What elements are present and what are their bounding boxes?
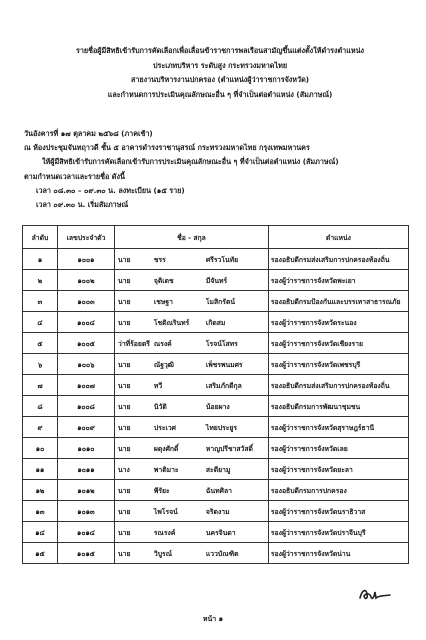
row-position: รองผู้ว่าราชการจังหวัดเชียงราย bbox=[268, 333, 408, 354]
row-last-name: จริตงาม bbox=[204, 501, 269, 522]
row-last-name: ศรีรวโนทัย bbox=[204, 249, 269, 270]
row-last-name: มีจันทร์ bbox=[204, 270, 269, 291]
table-row bbox=[23, 417, 409, 438]
row-title: นาย bbox=[115, 438, 152, 459]
row-position: รองผู้ว่าราชการจังหวัดพะเยา bbox=[268, 270, 408, 291]
row-title: นาย bbox=[115, 543, 152, 564]
schedule-line: ตามกำหนดเวลาและรายชื่อ ดังนี้ bbox=[24, 171, 125, 181]
row-number: ๘ bbox=[23, 396, 58, 417]
row-position: รองผู้ว่าราชการจังหวัดระนอง bbox=[268, 312, 408, 333]
row-title: นาย bbox=[115, 522, 152, 543]
table-row bbox=[23, 375, 409, 396]
header-id: เลขประจำตัว bbox=[58, 226, 115, 249]
row-last-name: น้อยผาง bbox=[204, 396, 269, 417]
table-row bbox=[23, 501, 409, 522]
row-number: ๑๕ bbox=[23, 543, 58, 564]
row-position: รองผู้ว่าราชการจังหวัดสุราษฎร์ธานี bbox=[268, 417, 408, 438]
row-title: นาย bbox=[115, 396, 152, 417]
row-last-name: โรจน์โสทร bbox=[204, 333, 269, 354]
row-last-name: แววบัณฑิต bbox=[204, 543, 269, 564]
row-id: ๑๐๐๑ bbox=[58, 249, 115, 270]
row-first-name: ผดุงศักดิ์ bbox=[152, 438, 204, 459]
row-position: รองผู้ว่าราชการจังหวัดปราจีนบุรี bbox=[268, 522, 408, 543]
row-last-name: ฉันทศิลา bbox=[204, 480, 269, 501]
header-title-line-1: รายชื่อผู้มีสิทธิเข้ารับการคัดเลือกเพื่อเลื่อนข้าราชการพลเรือนสามัญขึ้นแต่งตั้งให้ดำรงตำแหน่ง bbox=[75, 46, 365, 55]
row-first-name: พีรัยะ bbox=[152, 480, 204, 501]
table-row bbox=[23, 522, 409, 543]
row-position: รองผู้ว่าราชการจังหวัดเลย bbox=[268, 438, 408, 459]
row-first-name: วิบูรณ์ bbox=[152, 543, 204, 564]
row-id: ๑๐๐๗ bbox=[58, 375, 115, 396]
header-name: ชื่อ - สกุล bbox=[115, 226, 269, 249]
row-first-name: ณัฐวุฒิ bbox=[152, 354, 204, 375]
header-title-line-4: และกำหนดการประเมินคุณลักษณะอื่น ๆ ที่จำเป็นต่อตำแหน่ง (สัมภาษณ์) bbox=[107, 89, 333, 99]
row-title: นาย bbox=[115, 375, 152, 396]
row-first-name: โชติณรินทร์ bbox=[152, 312, 204, 333]
table-row bbox=[23, 438, 409, 459]
row-last-name: เกิดสม bbox=[204, 312, 269, 333]
row-first-name: รณรงค์ bbox=[152, 522, 204, 543]
row-last-name: สะดียามู bbox=[204, 459, 269, 480]
row-position: รองอธิบดีกรมป้องกันและบรรเทาสาธารณภัย bbox=[268, 291, 408, 312]
document-header bbox=[40, 44, 400, 102]
row-number: ๑๓ bbox=[23, 501, 58, 522]
page-number: หน้า ๑ bbox=[202, 615, 224, 623]
row-first-name: ไพโรจน์ bbox=[152, 501, 204, 522]
row-id: ๑๐๐๙ bbox=[58, 417, 115, 438]
schedule-info bbox=[24, 127, 404, 212]
venue-line: ณ ห้องประชุมจันทฤาวดี ชั้น ๕ อาคารดำรงราชานุสรณ์ กระทรวงมหาดไทย กรุงเทพมหานคร bbox=[24, 143, 310, 153]
row-last-name: หาญปรีชาสวัสดิ์ bbox=[204, 438, 269, 459]
table-row bbox=[23, 291, 409, 312]
header-position: ตำแหน่ง bbox=[268, 226, 408, 249]
header-title-line-2: ประเภทบริหาร ระดับสูง กระทรวงมหาดไทย bbox=[152, 60, 288, 70]
time-line-registration: เวลา ๐๘.๓๐ – ๐๙.๓๐ น. ลงทะเบียน (๑๕ ราย) bbox=[36, 185, 185, 195]
row-first-name: พาติมาะ bbox=[152, 459, 204, 480]
row-first-name: ทวี bbox=[152, 375, 204, 396]
signature-mark bbox=[356, 584, 396, 604]
table-row bbox=[23, 480, 409, 501]
row-title: นาย bbox=[115, 354, 152, 375]
row-position: รองผู้ว่าราชการจังหวัดน่าน bbox=[268, 543, 408, 564]
row-title: นาย bbox=[115, 249, 152, 270]
row-number: ๙ bbox=[23, 417, 58, 438]
row-last-name: นครจินดา bbox=[204, 522, 269, 543]
header-no: ลำดับ bbox=[23, 226, 58, 249]
row-position: รองอธิบดีกรมการปกครอง bbox=[268, 480, 408, 501]
row-number: ๗ bbox=[23, 375, 58, 396]
row-first-name: นิวัติ bbox=[152, 396, 204, 417]
date-line: วันอังคารที่ ๑๗ ตุลาคม ๒๕๖๘ (ภาคเช้า) bbox=[24, 129, 153, 138]
row-id: ๑๐๐๖ bbox=[58, 354, 115, 375]
instruction-line: ให้ผู้มีสิทธิเข้ารับการคัดเลือกเข้ารับการประเมินคุณลักษณะอื่น ๆ ที่จำเป็นต่อตำแหน่ง (สัมภาษณ์) bbox=[42, 157, 339, 167]
row-last-name: เพ็ชรพนมศร bbox=[204, 354, 269, 375]
table-body bbox=[23, 249, 409, 564]
row-number: ๒ bbox=[23, 270, 58, 291]
row-title: นาง bbox=[115, 459, 152, 480]
row-id: ๑๐๐๔ bbox=[58, 312, 115, 333]
row-position: รองผู้ว่าราชการจังหวัดยะลา bbox=[268, 459, 408, 480]
row-id: ๑๐๑๐ bbox=[58, 438, 115, 459]
row-number: ๑๑ bbox=[23, 459, 58, 480]
row-first-name: ประเวศ bbox=[152, 417, 204, 438]
row-id: ๑๐๑๓ bbox=[58, 501, 115, 522]
row-position: รองผู้ว่าราชการจังหวัดนราธิวาส bbox=[268, 501, 408, 522]
candidate-table bbox=[22, 225, 409, 564]
row-title: ว่าที่ร้อยตรี bbox=[115, 333, 152, 354]
row-id: ๑๐๑๔ bbox=[58, 522, 115, 543]
header-title-line-3: สายงานบริหารงานปกครอง (ตำแหน่งผู้ว่าราชการจังหวัด) bbox=[130, 75, 310, 84]
row-last-name: โมสิกรัตน์ bbox=[204, 291, 269, 312]
row-last-name: เสริมภักดีกุล bbox=[204, 375, 269, 396]
row-title: นาย bbox=[115, 417, 152, 438]
row-last-name: ไทยประยูร bbox=[204, 417, 269, 438]
row-title: นาย bbox=[115, 291, 152, 312]
row-title: นาย bbox=[115, 501, 152, 522]
row-number: ๖ bbox=[23, 354, 58, 375]
row-first-name: ชรร bbox=[152, 249, 204, 270]
row-id: ๑๐๐๓ bbox=[58, 291, 115, 312]
table-row bbox=[23, 459, 409, 480]
row-number: ๕ bbox=[23, 333, 58, 354]
table-header-row bbox=[23, 226, 409, 249]
row-number: ๑๐ bbox=[23, 438, 58, 459]
table-row bbox=[23, 354, 409, 375]
table-row bbox=[23, 249, 409, 270]
row-id: ๑๐๑๒ bbox=[58, 480, 115, 501]
row-id: ๑๐๐๕ bbox=[58, 333, 115, 354]
row-number: ๑๔ bbox=[23, 522, 58, 543]
table-row bbox=[23, 270, 409, 291]
row-id: ๑๐๑๑ bbox=[58, 459, 115, 480]
row-title: นาย bbox=[115, 480, 152, 501]
row-first-name: เชษฐา bbox=[152, 291, 204, 312]
row-position: รองอธิบดีกรมส่งเสริมการปกครองท้องถิ่น bbox=[268, 249, 408, 270]
row-number: ๓ bbox=[23, 291, 58, 312]
row-id: ๑๐๐๘ bbox=[58, 396, 115, 417]
row-position: รองผู้ว่าราชการจังหวัดเพชรบุรี bbox=[268, 354, 408, 375]
row-first-name: จุติเดช bbox=[152, 270, 204, 291]
row-id: ๑๐๐๒ bbox=[58, 270, 115, 291]
row-title: นาย bbox=[115, 270, 152, 291]
row-first-name: ณรงค์ bbox=[152, 333, 204, 354]
row-position: รองอธิบดีกรมส่งเสริมการปกครองท้องถิ่น bbox=[268, 375, 408, 396]
table-row bbox=[23, 333, 409, 354]
row-position: รองอธิบดีกรมการพัฒนาชุมชน bbox=[268, 396, 408, 417]
row-title: นาย bbox=[115, 312, 152, 333]
row-number: ๑ bbox=[23, 249, 58, 270]
time-line-interview: เวลา ๐๙.๓๐ น. เริ่มสัมภาษณ์ bbox=[36, 200, 129, 210]
row-id: ๑๐๑๕ bbox=[58, 543, 115, 564]
row-number: ๔ bbox=[23, 312, 58, 333]
row-number: ๑๒ bbox=[23, 480, 58, 501]
table-row bbox=[23, 312, 409, 333]
table-row bbox=[23, 396, 409, 417]
table-row bbox=[23, 543, 409, 564]
